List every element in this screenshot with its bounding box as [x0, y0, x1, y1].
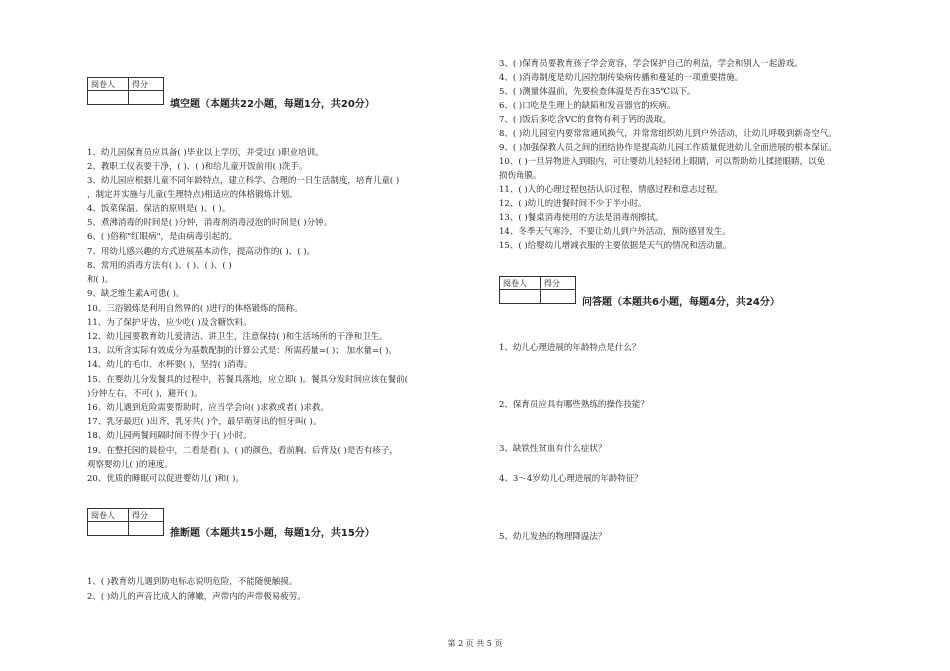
- judge-line: 15、( )给婴幼儿增减衣服的主要依据是天气的情况和活动量。: [499, 241, 732, 251]
- score-label: 得分: [541, 277, 576, 290]
- fill-line: 12、幼儿园要教育幼儿爱清洁、讲卫生，注意保持( )和生活场所的干净和卫生。: [87, 332, 388, 342]
- fill-line: 8、常用的消毒方法有( )、( )、( )、( ): [87, 261, 232, 271]
- fill-line: 1、幼儿园保育员应具备( )毕业以上学历，并受过( )职业培训。: [87, 148, 324, 158]
- judge-line: 7、( )饭后多吃含VC的食物有利于钙的汲取。: [499, 115, 671, 125]
- fill-line: 5、煮沸消毒的时间是( )分钟，消毒剂消毒浸泡的时间是( )分钟。: [87, 218, 333, 228]
- fill-line: )分钟左右，不可( )，避开( )。: [87, 389, 203, 399]
- qa-question: 2、保育员应具有哪些熟练的操作技能？: [499, 400, 649, 410]
- qa-section-title: 问答题（本题共6小题，每题4分，共24分）: [582, 297, 780, 308]
- reviewer-label: 阅卷人: [500, 277, 541, 290]
- qa-question: 1、幼儿心理进展的年龄特点是什么？: [499, 343, 641, 353]
- judge-line: 12、( )幼儿的进餐时间不少于半小时。: [499, 199, 647, 209]
- fill-line: 14、幼儿的毛巾、水杯要( )，坚持( )消毒。: [87, 360, 253, 370]
- judge-line: 6、( )口吃是生理上的缺陷和发音器官的疾病。: [499, 101, 676, 111]
- fill-line: 2、教职工仪表要干净，( )、( )和给儿童开饭前用( )洗手。: [87, 162, 308, 172]
- judge-line: 1、( )教育幼儿遇到防电标志说明危险，不能随便触摸。: [87, 577, 298, 587]
- fill-line: 17、乳牙最迟( )出齐，乳牙共( )个，最早萌芽出的恒牙叫( )。: [87, 417, 322, 427]
- score-box-qa: [499, 276, 576, 304]
- fill-line: 13、以所含实际有效成分为基数配制的计算公式是：所需药量=( )； 加水量=( )。: [87, 346, 397, 356]
- judge-line: 13、( )餐桌消毒使用的方法是消毒剂擦拭。: [499, 213, 664, 223]
- score-label: 得分: [129, 78, 164, 91]
- judge-line: 8、( )幼儿园室内要常常通风换气，并常常组织幼儿到户外活动，让幼儿呼吸到新奇空气。: [499, 129, 837, 139]
- fill-line: 和( )。: [87, 275, 114, 285]
- judge-section-title: 推断题（本题共15小题，每题1分，共15分）: [170, 528, 375, 539]
- fill-line: 18、幼儿园两餐间隔时间不得少于( )小时。: [87, 431, 252, 441]
- fill-line: 4、饭菜保温、保洁的原则是( )、( )。: [87, 204, 231, 214]
- page-footer: 第 2 页 共 5 页: [447, 639, 503, 648]
- score-label: 得分: [129, 509, 164, 522]
- fill-line: 11、为了保护牙齿，应少吃( )及含糖饮料。: [87, 318, 252, 328]
- qa-question: 3、缺铁性贫血有什么症状？: [499, 444, 607, 454]
- fill-line: ，制定并实施与儿童(生理特点)相适应的体格锻炼计划。: [87, 190, 298, 200]
- judge-line: 11、( )人的心理过程包括认识过程、情感过程和意志过程。: [499, 185, 724, 195]
- judge-line: 4、( )消毒制度是幼儿园控制传染病传播和蔓延的一项重要措施。: [499, 73, 744, 83]
- fill-line: 6、( )俗称"红眼病"，是由病毒引起的。: [87, 232, 238, 242]
- reviewer-label: 阅卷人: [88, 78, 129, 91]
- fill-line: 16、幼儿遇到危险需要帮助时，应当学会向( )求救或者( )求救。: [87, 403, 329, 413]
- reviewer-label: 阅卷人: [88, 509, 129, 522]
- fill-section-title: 填空题（本题共22小题，每题1分，共20分）: [170, 99, 375, 110]
- fill-line: 3、幼儿园应根据儿童不同年龄特点，建立科学、合理的一日生活制度，培育儿童( ): [87, 176, 400, 186]
- judge-line: 5、( )测量体温前，先要检查体温是否在35℃以下。: [499, 87, 696, 97]
- judge-line: 损伤角膜。: [499, 171, 542, 181]
- score-box-fill: [87, 77, 164, 105]
- fill-line: 15、在婴幼儿分发餐具的过程中，若餐具落地，应立即( )。餐具分发时间应该在餐前(: [87, 375, 408, 385]
- fill-line: 观察婴幼儿( )的速度。: [87, 460, 173, 470]
- qa-question: 5、幼儿发热的物理降温法？: [499, 532, 607, 542]
- judge-line: 3、( )保育员要教育孩子学会宽容，学会保护自己的利益，学会和别人一起游戏。: [499, 59, 803, 69]
- score-box-judge: [87, 508, 164, 536]
- fill-line: 7、用幼儿感兴趣的方式进展基本动作，提高动作的( )、( )。: [87, 247, 316, 257]
- qa-question: 4、3～4岁幼儿心理进展的年龄特征？: [499, 474, 643, 484]
- fill-line: 9、缺乏维生素A可患( )。: [87, 289, 185, 299]
- judge-line: 14、冬季天气寒冷，不要让幼儿到户外活动，预防感冒发生。: [499, 227, 731, 237]
- judge-line: 9、( )加强保教人员之间的团结协作是提高幼儿园工作质量促进幼儿全面进展的根本保证。: [499, 143, 837, 153]
- judge-line: 10、( )一旦异物进入到眼内，可让婴幼儿轻轻闭上眼睛，可以帮助幼儿揉搓眼睛，以免: [499, 157, 826, 167]
- fill-line: 19、在整托园的晨检中，二看是看( )、( )的颜色，看前胸、后背及( )是否有疹子，: [87, 446, 398, 456]
- judge-line: 2、( )幼儿的声音比成人的薄嫩，声带内的声带极易疲劳。: [87, 592, 306, 602]
- fill-line: 10、三浴锻炼是利用自然界的( )进行的体格锻炼的简称。: [87, 304, 303, 314]
- fill-line: 20、优质的睡眠可以促进婴幼儿( )和( )。: [87, 474, 244, 484]
